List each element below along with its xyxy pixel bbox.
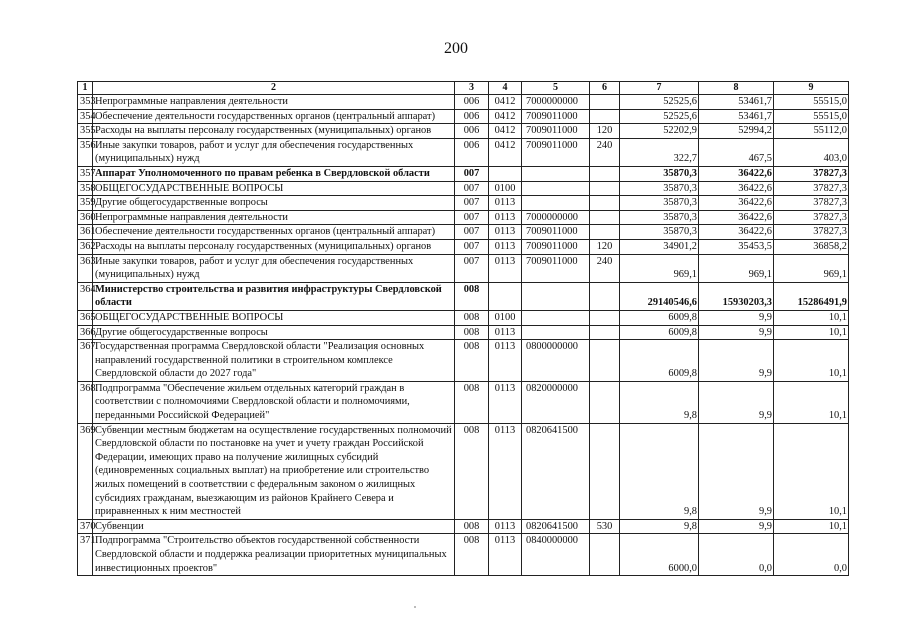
row-value-col-7: 35870,3: [620, 166, 699, 181]
row-number: 370: [78, 519, 93, 534]
table-row: [78, 254, 849, 282]
row-expense-type-code: [590, 340, 620, 382]
row-name: Подпрограмма "Строительство объектов государственной собственности Свердловской области и поддержка реализации приоритетных муниципальных инвестиционных проектов": [93, 534, 455, 576]
row-section-code: [489, 282, 522, 310]
row-value-col-7: 322,7: [620, 138, 699, 166]
row-section-code: 0113: [489, 534, 522, 576]
row-value-col-9: 10,1: [774, 381, 849, 423]
row-value-col-7: 34901,2: [620, 239, 699, 254]
row-value-col-9: 969,1: [774, 254, 849, 282]
row-target-code: [522, 181, 590, 196]
header-col-2: 2: [93, 82, 455, 95]
row-number: 360: [78, 210, 93, 225]
row-chapter-code: 008: [455, 519, 489, 534]
row-expense-type-code: [590, 166, 620, 181]
row-expense-type-code: [590, 196, 620, 211]
row-section-code: 0113: [489, 254, 522, 282]
row-section-code: 0100: [489, 181, 522, 196]
row-target-code: 7009011000: [522, 138, 590, 166]
row-value-col-8: 467,5: [699, 138, 774, 166]
row-chapter-code: 006: [455, 124, 489, 139]
row-expense-type-code: [590, 210, 620, 225]
row-value-col-9: 403,0: [774, 138, 849, 166]
row-value-col-8: 36422,6: [699, 181, 774, 196]
row-section-code: 0412: [489, 138, 522, 166]
row-value-col-7: 52525,6: [620, 109, 699, 124]
header-col-5: 5: [522, 82, 590, 95]
row-value-col-7: 35870,3: [620, 181, 699, 196]
row-target-code: [522, 282, 590, 310]
table-row: [78, 310, 849, 325]
page-number: 200: [444, 40, 468, 57]
row-section-code: 0113: [489, 210, 522, 225]
row-expense-type-code: [590, 282, 620, 310]
row-expense-type-code: [590, 310, 620, 325]
row-name: Министерство строительства и развития инфраструктуры Свердловской области: [93, 282, 455, 310]
row-name: Государственная программа Свердловской области "Реализация основных направлений государственной политики в строительном комплексе Свердловской области до 2027 года": [93, 340, 455, 382]
row-target-code: [522, 310, 590, 325]
row-expense-type-code: [590, 423, 620, 519]
table-row: [78, 181, 849, 196]
row-target-code: [522, 325, 590, 340]
row-value-col-7: 6000,0: [620, 534, 699, 576]
row-value-col-7: 6009,8: [620, 340, 699, 382]
row-value-col-9: 36858,2: [774, 239, 849, 254]
row-expense-type-code: 240: [590, 254, 620, 282]
header-col-3: 3: [455, 82, 489, 95]
row-value-col-8: 9,9: [699, 325, 774, 340]
row-target-code: [522, 166, 590, 181]
row-section-code: 0412: [489, 95, 522, 110]
row-value-col-8: 9,9: [699, 423, 774, 519]
table-row: [78, 282, 849, 310]
row-chapter-code: 008: [455, 310, 489, 325]
row-target-code: 0840000000: [522, 534, 590, 576]
row-value-col-8: 53461,7: [699, 95, 774, 110]
row-chapter-code: 008: [455, 423, 489, 519]
row-value-col-9: 10,1: [774, 340, 849, 382]
row-section-code: 0113: [489, 225, 522, 240]
row-value-col-8: 9,9: [699, 340, 774, 382]
row-value-col-8: 53461,7: [699, 109, 774, 124]
row-value-col-7: 9,8: [620, 519, 699, 534]
row-name: Обеспечение деятельности государственных органов (центральный аппарат): [93, 109, 455, 124]
row-name: ОБЩЕГОСУДАРСТВЕННЫЕ ВОПРОСЫ: [93, 310, 455, 325]
table-row: [78, 210, 849, 225]
row-name: Непрограммные направления деятельности: [93, 95, 455, 110]
row-value-col-8: 9,9: [699, 310, 774, 325]
table-row: [78, 239, 849, 254]
row-target-code: 0820641500: [522, 423, 590, 519]
header-col-6: 6: [590, 82, 620, 95]
row-number: 355: [78, 124, 93, 139]
row-number: 353: [78, 95, 93, 110]
row-target-code: 7009011000: [522, 225, 590, 240]
row-value-col-7: 6009,8: [620, 325, 699, 340]
row-value-col-9: 15286491,9: [774, 282, 849, 310]
row-section-code: [489, 166, 522, 181]
row-expense-type-code: [590, 109, 620, 124]
table-row: [78, 138, 849, 166]
row-name: Субвенции: [93, 519, 455, 534]
row-chapter-code: 008: [455, 325, 489, 340]
row-value-col-9: 37827,3: [774, 181, 849, 196]
header-col-1: 1: [78, 82, 93, 95]
row-chapter-code: 006: [455, 138, 489, 166]
row-section-code: 0113: [489, 340, 522, 382]
table-row: [78, 225, 849, 240]
row-section-code: 0113: [489, 423, 522, 519]
row-value-col-9: 55112,0: [774, 124, 849, 139]
header-col-4: 4: [489, 82, 522, 95]
row-name: Расходы на выплаты персоналу государственных (муниципальных) органов: [93, 124, 455, 139]
row-chapter-code: 007: [455, 181, 489, 196]
row-expense-type-code: [590, 181, 620, 196]
header-col-8: 8: [699, 82, 774, 95]
row-value-col-8: 9,9: [699, 519, 774, 534]
table-row: [78, 196, 849, 211]
row-value-col-9: 55515,0: [774, 95, 849, 110]
row-chapter-code: 006: [455, 109, 489, 124]
row-name: Субвенции местным бюджетам на осуществление государственных полномочий Свердловской области по постановке на учет и учету граждан Российской Федерации, имеющих право на получение жилищных субсидий (единовременных социальных выплат) на приобретение или строительство жилых помещений в соответствии с федеральным законом о жилищных субсидиях гражданам, выезжающим из районов Крайнего Севера и приравненных к ним местностей: [93, 423, 455, 519]
row-value-col-9: 37827,3: [774, 196, 849, 211]
row-section-code: 0113: [489, 325, 522, 340]
row-name: Непрограммные направления деятельности: [93, 210, 455, 225]
row-target-code: 0820000000: [522, 381, 590, 423]
row-section-code: 0412: [489, 109, 522, 124]
row-value-col-9: 10,1: [774, 325, 849, 340]
row-expense-type-code: 530: [590, 519, 620, 534]
row-value-col-8: 36422,6: [699, 210, 774, 225]
row-value-col-8: 9,9: [699, 381, 774, 423]
row-value-col-7: 35870,3: [620, 210, 699, 225]
row-section-code: 0113: [489, 196, 522, 211]
row-number: 367: [78, 340, 93, 382]
row-value-col-7: 35870,3: [620, 196, 699, 211]
row-value-col-7: 969,1: [620, 254, 699, 282]
row-number: 357: [78, 166, 93, 181]
budget-table: [77, 81, 849, 576]
row-name: Иные закупки товаров, работ и услуг для обеспечения государственных (муниципальных) нужд: [93, 254, 455, 282]
row-number: 366: [78, 325, 93, 340]
row-value-col-8: 36422,6: [699, 196, 774, 211]
row-section-code: 0113: [489, 381, 522, 423]
row-number: 354: [78, 109, 93, 124]
table-row: [78, 325, 849, 340]
row-value-col-8: 36422,6: [699, 166, 774, 181]
row-value-col-8: 36422,6: [699, 225, 774, 240]
row-target-code: 7009011000: [522, 239, 590, 254]
row-chapter-code: 008: [455, 534, 489, 576]
row-number: 356: [78, 138, 93, 166]
row-expense-type-code: 240: [590, 138, 620, 166]
row-number: 361: [78, 225, 93, 240]
row-chapter-code: 008: [455, 381, 489, 423]
table-row: [78, 381, 849, 423]
row-value-col-9: 0,0: [774, 534, 849, 576]
row-chapter-code: 007: [455, 196, 489, 211]
row-value-col-7: 52202,9: [620, 124, 699, 139]
row-value-col-8: 52994,2: [699, 124, 774, 139]
row-target-code: 0820641500: [522, 519, 590, 534]
row-value-col-9: 10,1: [774, 423, 849, 519]
row-expense-type-code: [590, 225, 620, 240]
row-number: 369: [78, 423, 93, 519]
row-value-col-9: 37827,3: [774, 166, 849, 181]
row-value-col-8: 15930203,3: [699, 282, 774, 310]
row-number: 364: [78, 282, 93, 310]
row-name: Другие общегосударственные вопросы: [93, 196, 455, 211]
row-target-code: 7009011000: [522, 124, 590, 139]
table-body: [78, 95, 849, 576]
row-target-code: 7009011000: [522, 109, 590, 124]
row-value-col-9: 10,1: [774, 310, 849, 325]
row-expense-type-code: 120: [590, 124, 620, 139]
row-value-col-7: 29140546,6: [620, 282, 699, 310]
row-target-code: 7009011000: [522, 254, 590, 282]
row-value-col-9: 55515,0: [774, 109, 849, 124]
row-number: 362: [78, 239, 93, 254]
row-section-code: 0100: [489, 310, 522, 325]
row-value-col-7: 9,8: [620, 381, 699, 423]
table-row: [78, 166, 849, 181]
table-header-row: [78, 82, 849, 95]
row-name: Другие общегосударственные вопросы: [93, 325, 455, 340]
row-name: Расходы на выплаты персоналу государственных (муниципальных) органов: [93, 239, 455, 254]
row-chapter-code: 008: [455, 340, 489, 382]
row-number: 363: [78, 254, 93, 282]
row-chapter-code: 006: [455, 95, 489, 110]
row-expense-type-code: 120: [590, 239, 620, 254]
row-chapter-code: 007: [455, 239, 489, 254]
row-chapter-code: 007: [455, 166, 489, 181]
row-number: 368: [78, 381, 93, 423]
row-number: 359: [78, 196, 93, 211]
table-row: [78, 124, 849, 139]
row-expense-type-code: [590, 95, 620, 110]
row-value-col-9: 10,1: [774, 519, 849, 534]
row-chapter-code: 007: [455, 210, 489, 225]
row-chapter-code: 008: [455, 282, 489, 310]
row-target-code: 7000000000: [522, 210, 590, 225]
row-value-col-7: 52525,6: [620, 95, 699, 110]
row-name: Подпрограмма "Обеспечение жильем отдельных категорий граждан в соответствии с полномочиями Свердловской области и полномочиями, переданными Российской Федерацией": [93, 381, 455, 423]
row-chapter-code: 007: [455, 225, 489, 240]
table-row: [78, 95, 849, 110]
row-section-code: 0113: [489, 519, 522, 534]
header-col-9: 9: [774, 82, 849, 95]
row-value-col-8: 0,0: [699, 534, 774, 576]
row-name: Иные закупки товаров, работ и услуг для обеспечения государственных (муниципальных) нужд: [93, 138, 455, 166]
table-row: [78, 519, 849, 534]
row-expense-type-code: [590, 325, 620, 340]
row-name: Аппарат Уполномоченного по правам ребенка в Свердловской области: [93, 166, 455, 181]
row-number: 371: [78, 534, 93, 576]
table-row: [78, 340, 849, 382]
row-value-col-9: 37827,3: [774, 225, 849, 240]
scan-dot: [414, 606, 416, 608]
row-expense-type-code: [590, 534, 620, 576]
row-value-col-7: 9,8: [620, 423, 699, 519]
row-name: ОБЩЕГОСУДАРСТВЕННЫЕ ВОПРОСЫ: [93, 181, 455, 196]
header-col-7: 7: [620, 82, 699, 95]
row-name: Обеспечение деятельности государственных органов (центральный аппарат): [93, 225, 455, 240]
table-row: [78, 534, 849, 576]
row-expense-type-code: [590, 381, 620, 423]
row-section-code: 0113: [489, 239, 522, 254]
row-value-col-7: 35870,3: [620, 225, 699, 240]
row-number: 365: [78, 310, 93, 325]
row-target-code: 7000000000: [522, 95, 590, 110]
row-value-col-7: 6009,8: [620, 310, 699, 325]
table-row: [78, 109, 849, 124]
row-section-code: 0412: [489, 124, 522, 139]
row-value-col-9: 37827,3: [774, 210, 849, 225]
row-value-col-8: 35453,5: [699, 239, 774, 254]
row-target-code: 0800000000: [522, 340, 590, 382]
row-number: 358: [78, 181, 93, 196]
table-row: [78, 423, 849, 519]
row-target-code: [522, 196, 590, 211]
row-value-col-8: 969,1: [699, 254, 774, 282]
row-chapter-code: 007: [455, 254, 489, 282]
